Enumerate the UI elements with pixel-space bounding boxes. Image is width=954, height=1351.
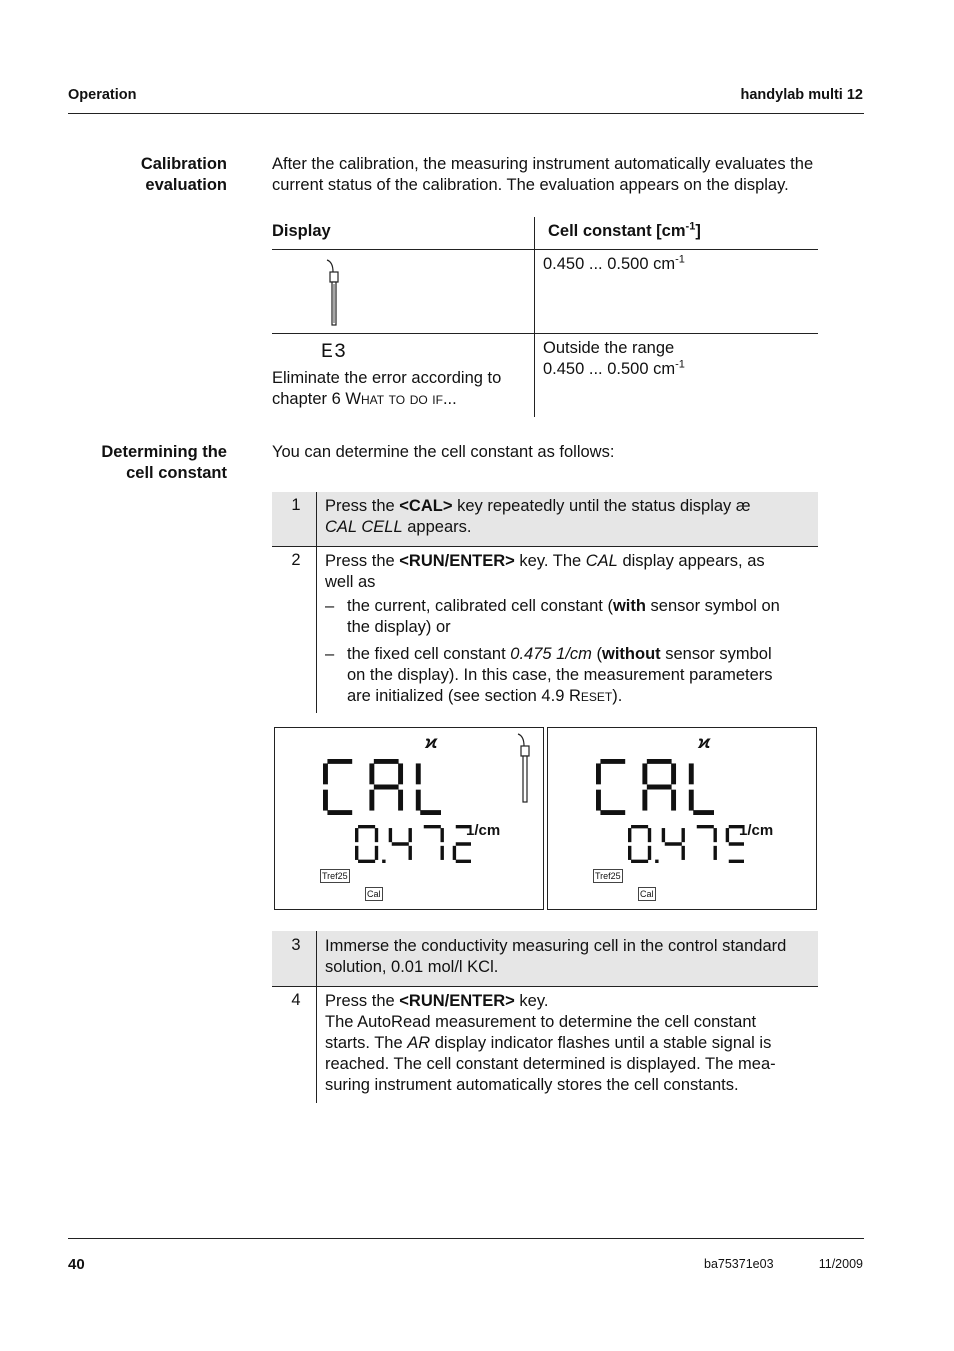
sensor-icon (515, 732, 533, 806)
step-3-text: Immerse the conductivity measuring cell in the control standard solution, 0.01 mol/l KCl. (325, 937, 787, 976)
step-3-rule (272, 986, 818, 987)
row1-cell-constant-range: 0.450 ... 0.500 $cm^{-1}$ (543, 253, 685, 273)
document-id: ba75371e03 (704, 1257, 774, 1271)
table-header-cell-constant: Cell constant $[cm^{-1}]$ (548, 220, 701, 240)
step-3-divider (316, 931, 317, 986)
tref-indicator: Tref25 (595, 871, 621, 881)
table-column-divider (534, 217, 535, 417)
step-4-number: 4 (291, 991, 301, 1009)
determining-intro: You can determine the cell constant as follows: (272, 443, 615, 461)
step-4-text: Press the <RUN/ENTER> key. The AutoRead measurement to determine the cell constant starts. The AR display indicator flashes until a stable signal is reached. The cell constant determined is displayed. The mea- suring instrument automatically stores the cell constants. (325, 992, 776, 1094)
cal-indicator: Cal (367, 889, 381, 899)
lcd-main-text (594, 758, 714, 816)
step-2-bullet-without-sensor: – the fixed cell constant 0.475 1/cm (without sensor symbol on the display). In this case, the measurement parameters are initialized (see section 4.9 Reset). (325, 645, 773, 705)
header-section-title: Operation (68, 87, 137, 103)
side-heading-determining-cell-constant: Determining the cell constant (101, 443, 227, 482)
conductivity-symbol-icon: ϰ (698, 732, 711, 752)
step-3-number: 3 (291, 936, 301, 954)
tref-indicator: Tref25 (322, 871, 348, 881)
step-2-bullet-with-sensor: – the current, calibrated cell constant (with sensor symbol on the display) or (325, 597, 780, 636)
lcd-value-text (626, 824, 744, 864)
footer-rule (68, 1238, 864, 1239)
lcd-value-text (353, 824, 471, 864)
table-header-display: Display (272, 222, 331, 240)
step-1-text: Press the <CAL> key repeatedly until the status display æ CAL CELL appears. (325, 497, 751, 536)
sensor-icon (322, 258, 346, 328)
step-2-divider (316, 547, 317, 713)
document-date: 11/2009 (818, 1257, 863, 1271)
table-header-rule (272, 249, 818, 250)
header-rule (68, 113, 864, 114)
step-1-rule (272, 546, 818, 547)
step-4-divider (316, 987, 317, 1103)
conductivity-symbol-icon: ϰ (425, 732, 438, 752)
cal-indicator: Cal (640, 889, 654, 899)
lcd-display-calibrated (274, 727, 544, 910)
lcd-unit: 1/cm (739, 822, 774, 839)
step-1-number: 1 (291, 496, 301, 514)
row2-error-instruction: Eliminate the error according to chapter 6 What to do if... (272, 369, 502, 408)
lcd-decimal-point (655, 860, 658, 863)
step-1-divider (316, 492, 317, 546)
header-product-name: handylab multi 12 (740, 87, 863, 103)
table-row-divider (272, 333, 818, 334)
side-heading-calibration-evaluation: Calibration evaluation (140, 155, 227, 194)
error-e3-symbol: E3 (321, 341, 348, 364)
lcd-decimal-point (382, 860, 385, 863)
lcd-main-text (321, 758, 441, 816)
step-2-text: Press the <RUN/ENTER> key. The CAL display appears, as well as (325, 552, 765, 591)
calibration-evaluation-intro: After the calibration, the measuring instrument automatically evaluates the current status of the calibration. The evaluation appears on the display. (272, 155, 814, 194)
step-2-number: 2 (291, 551, 301, 569)
lcd-unit: 1/cm (466, 822, 501, 839)
page-number: 40 (68, 1256, 85, 1273)
row2-outside-range: Outside the range 0.450 ... 0.500 $cm^{-1}$ (543, 339, 685, 378)
lcd-display-fixed (547, 727, 817, 910)
